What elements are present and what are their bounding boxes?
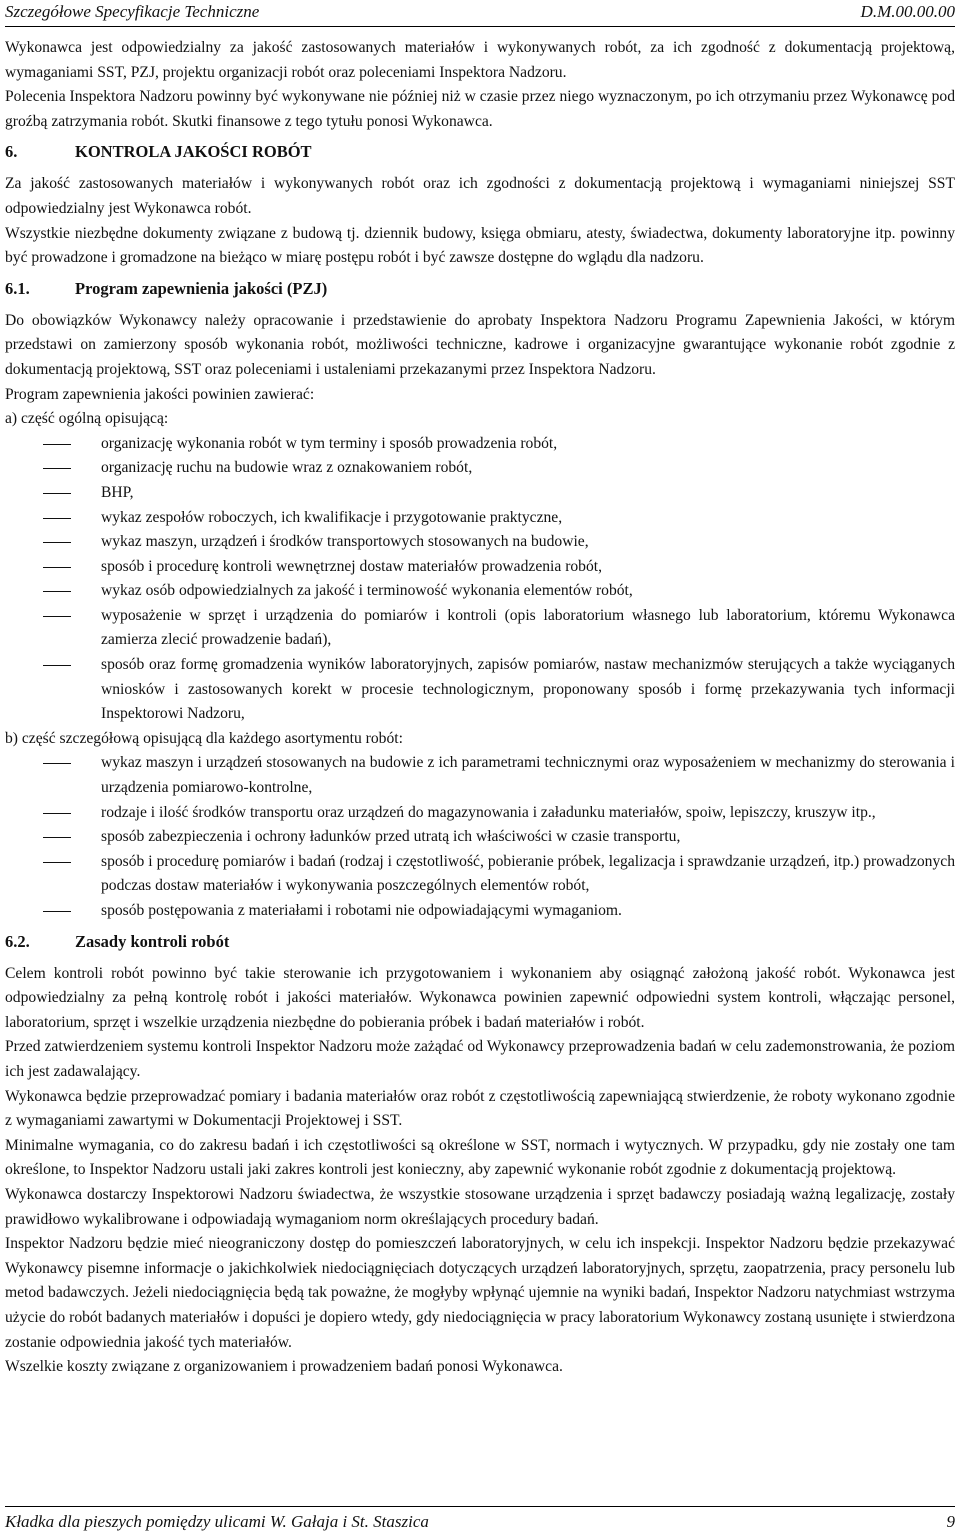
document-body — [5, 36, 955, 1380]
section-paragraph: Do obowiązków Wykonawcy należy opracowanie i przedstawienie do aprobaty Inspektora Nadzoru Programu Zapewnienia Jakości, w którym przedstawi on zamierzony sposób wykonania robót, możliwości techniczne, kadrowe i organizacyjne gwarantujące wykonanie robót zgodnie z dokumentacją projektową, SST oraz poleceniami i ustaleniami przekazanymi przez Inspektora Nadzoru. — [5, 311, 955, 378]
section-paragraph: Inspektor Nadzoru będzie mieć nieograniczony dostęp do pomieszczeń laboratoryjnych, w celu ich inspekcji. Inspektor Nadzoru będzie przekazywać Wykonawcy pisemne informacje o jakichkolwiek niedociągnięciach dotyczących urządzeń laboratoryjnych, sprzętu, zaopatrzenia, pracy personelu lub metod badawczych. Jeżeli niedociągnięcia będą tak poważne, że mogłyby wpłynąć ujemnie na wyniki badań, Inspektor Nadzoru natychmiast wstrzyma użycie do robót badanych materiałów i dopuści je dopiero wtedy, gdy niedociągnięcia w pracy laboratorium Wykonawcy zostaną usunięte i stwierdzona zostanie odpowiednia jakość tych materiałów. — [5, 1235, 955, 1351]
list-item: rodzaje i ilość środków transportu oraz urządzeń do magazynowania i załadunku materiałów, spoiw, lepiszczy, kruszyw itp., — [5, 801, 955, 826]
list-label-b: b) część szczegółową opisującą dla każdego asortymentu robót: — [5, 729, 403, 747]
section-paragraph: Wykonawca dostarczy Inspektorowi Nadzoru świadectwa, że wszystkie stosowane urządzenia i sprzęt badawczy posiadają ważną legalizację, zostały prawidłowo wykalibrowane i odpowiadają wymaganiom norm określających procedury badań. — [5, 1185, 955, 1228]
section-title: Zasady kontroli robót — [75, 931, 230, 951]
section-paragraph: Celem kontroli robót powinno być takie sterowanie ich przygotowaniem i wykonaniem aby osiągnąć założoną jakość robót. Wykonawca jest odpowiedzialny za pełną kontrolę robót i jakości materiałów. Wykonawca powinien zapewnić odpowiedni system kontroli, włączając personel, laboratorium, sprzęt i wszelkie urządzenia niezbędne do pobierania próbek i badań materiałów i robót. — [5, 964, 955, 1031]
list-item: organizację wykonania robót w tym terminy i sposób prowadzenia robót, — [5, 432, 955, 457]
list-item: BHP, — [5, 481, 955, 506]
section-number: 6.2. — [5, 931, 30, 951]
section-paragraph: Wszystkie niezbędne dokumenty związane z budową tj. dziennik budowy, księga obmiaru, atesty, świadectwa, dokumenty laboratoryjne itp. powinny być prowadzone i gromadzone na bieżąco w miarę postępu robót i być zawsze dostępne do wglądu dla nadzoru. — [5, 224, 955, 267]
list-item: sposób zabezpieczenia i ochrony ładunków przed utratą ich właściwości w czasie transportu, — [5, 825, 955, 850]
page-number: 9 — [946, 1512, 955, 1531]
list-item: wyposażenie w sprzęt i urządzenia do pomiarów i kontroli (opis laboratorium własnego lub laboratorium, któremu Wykonawca zamierza zlecić prowadzenie badań), — [5, 604, 955, 653]
list-item: wykaz maszyn i urządzeń stosowanych na budowie z ich parametrami technicznymi oraz wyposażeniem w mechanizmy do sterowania i urządzenia pomiarowo-kontrolne, — [5, 751, 955, 800]
list-part-b — [5, 751, 955, 923]
header-title: Szczegółowe Specyfikacje Techniczne — [5, 2, 260, 21]
list-label-a: a) część ogólną opisującą: — [5, 410, 169, 428]
list-item: sposób oraz formę gromadzenia wyników laboratoryjnych, zapisów pomiarów, nastaw mechanizmów sterujących a także wyciąganych wniosków i zastosowanych korekt w procesie technologicznym, proponowany sposób i formę przekazywania tych informacji Inspektorowi Nadzoru, — [5, 653, 955, 727]
section-paragraph: Przed zatwierdzeniem systemu kontroli Inspektor Nadzoru może zażądać od Wykonawcy przeprowadzenia badań w celu zademonstrowania, że poziom ich jest zadawalający. — [5, 1038, 955, 1080]
section-paragraph: Za jakość zastosowanych materiałów i wykonywanych robót oraz ich zgodności z dokumentacją projektową i wymaganiami niniejszej SST odpowiedzialny jest Wykonawca robót. — [5, 175, 955, 217]
section-number: 6. — [5, 142, 18, 162]
list-item: sposób postępowania z materiałami i robotami nie odpowiadającymi wymaganiom. — [5, 899, 955, 924]
section-heading-6-2 — [5, 928, 955, 956]
section-heading-6 — [5, 138, 955, 166]
section-paragraph: Minimalne wymagania, co do zakresu badań i ich częstotliwości są określone w SST, normach i wytycznych. W przypadku, gdy nie zostały one tam określone, to Inspektor Nadzoru ustali jaki zakres kontroli jest konieczny, aby zapewnić wykonanie robót zgodnie z dokumentacją projektową. — [5, 1136, 955, 1179]
section-paragraph: Program zapewnienia jakości powinien zawierać: — [5, 385, 315, 403]
page-header — [5, 0, 955, 27]
section-title: KONTROLA JAKOŚCI ROBÓT — [75, 142, 312, 162]
list-item: sposób i procedurę pomiarów i badań (rodzaj i częstotliwość, pobieranie próbek, legalizacja i sprawdzanie urządzeń, itp.) prowadzonych podczas dostaw materiałów i wykonywania poszczególnych elementów robót, — [5, 850, 955, 899]
list-item: organizację ruchu na budowie wraz z oznakowaniem robót, — [5, 456, 955, 481]
section-number: 6.1. — [5, 278, 30, 298]
list-item: wykaz maszyn, urządzeń i środków transportowych stosowanych na budowie, — [5, 530, 955, 555]
section-paragraph: Wszelkie koszty związane z organizowaniem i prowadzeniem badań ponosi Wykonawca. — [5, 1358, 563, 1376]
header-code: D.M.00.00.00 — [860, 2, 955, 21]
intro-paragraph: Polecenia Inspektora Nadzoru powinny być wykonywane nie później niż w czasie przez niego wyznaczonym, po ich otrzymaniu przez Wykonawcę pod groźbą zatrzymania robót. Skutki finansowe z tego tytułu ponosi Wykonawca. — [5, 88, 955, 130]
list-item: sposób i procedurę kontroli wewnętrznej dostaw materiałów prowadzenia robót, — [5, 555, 955, 580]
page-footer — [5, 1506, 955, 1535]
footer-project-title: Kładka dla pieszych pomiędzy ulicami W. Gałaja i St. Staszica — [5, 1512, 429, 1531]
section-heading-6-1 — [5, 275, 955, 303]
intro-paragraph: Wykonawca jest odpowiedzialny za jakość zastosowanych materiałów i wykonywanych robót, za ich zgodność z dokumentacją projektową, wymaganiami SST, PZJ, projektu organizacji robót oraz poleceniami Inspektora Nadzoru. — [5, 39, 955, 81]
section-title: Program zapewnienia jakości (PZJ) — [75, 278, 328, 298]
list-part-a — [5, 432, 955, 727]
list-item: wykaz osób odpowiedzialnych za jakość i terminowość wykonania elementów robót, — [5, 579, 955, 604]
list-item: wykaz zespołów roboczych, ich kwalifikacje i przygotowanie praktyczne, — [5, 506, 955, 531]
section-paragraph: Wykonawca będzie przeprowadzać pomiary i badania materiałów oraz robót z częstotliwością zapewniającą stwierdzenie, że roboty wykonano zgodnie z wymaganiami zawartymi w Dokumentacji Projektowej i SST. — [5, 1087, 955, 1130]
